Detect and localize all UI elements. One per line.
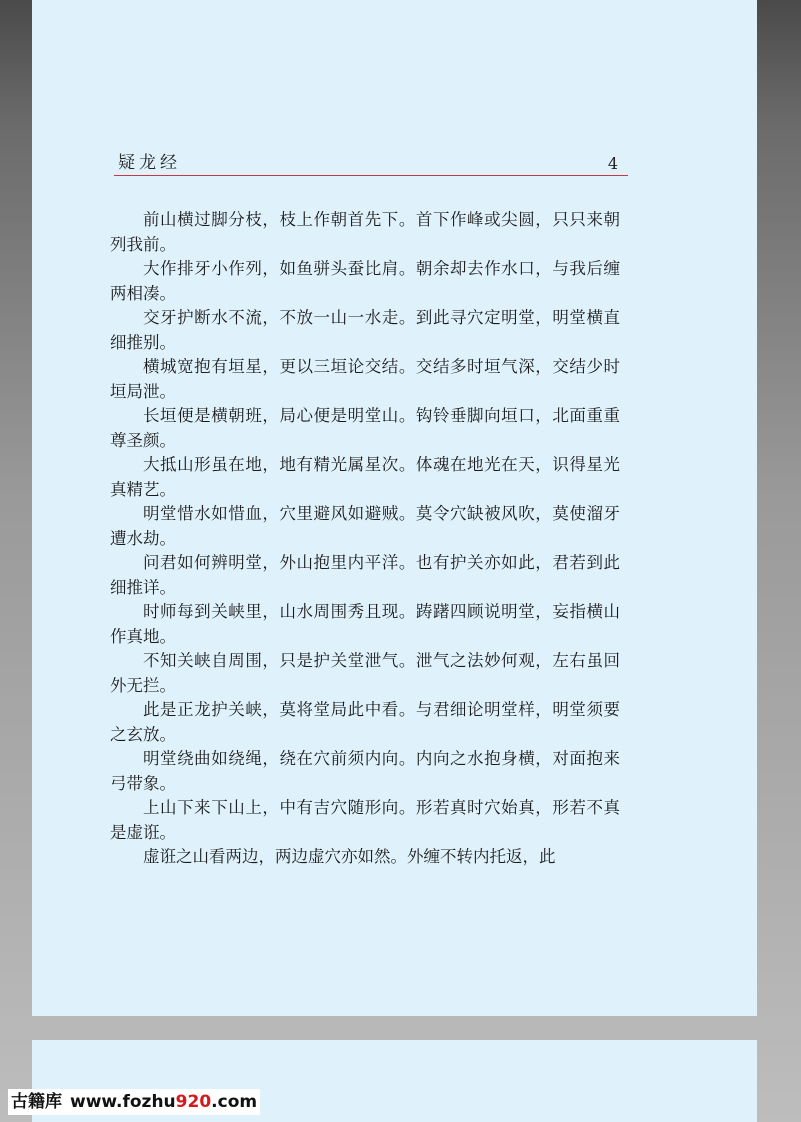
paragraph: 大抵山形虽在地，地有精光属星次。体魂在地光在天，识得星光真精艺。 (110, 455, 620, 499)
running-header (118, 154, 628, 176)
header-title: 疑龙经 (118, 153, 181, 173)
paragraph: 交牙护断水不流，不放一山一水走。到此寻穴定明堂，明堂横直细推别。 (110, 308, 620, 352)
paragraph: 不知关峡自周围，只是护关堂泄气。泄气之法妙何观，左右虽回外无拦。 (110, 651, 620, 695)
watermark-url-prefix: www.fozhu (70, 1092, 176, 1112)
site-watermark (8, 1089, 260, 1115)
watermark-site-name: 古籍库 (11, 1092, 62, 1112)
paragraph: 长垣便是横朝班，局心便是明堂山。钩铃垂脚向垣口，北面重重尊圣颜。 (110, 406, 620, 450)
paragraph: 上山下来下山上，中有吉穴随形向。形若真时穴始真，形若不真是虚诳。 (110, 798, 620, 842)
paragraph: 时师每到关峡里，山水周围秀且现。踌躇四顾说明堂，妄指横山作真地。 (110, 602, 620, 646)
watermark-url-suffix: .com (211, 1092, 258, 1112)
paragraph: 前山横过脚分枝，枝上作朝首先下。首下作峰或尖圆，只只来朝列我前。 (110, 210, 620, 254)
paragraph: 虚诳之山看两边，两边虚穴亦如然。外缠不转内托返，此 (143, 847, 556, 866)
paragraph: 明堂绕曲如绕绳，绕在穴前须内向。内向之水抱身横，对面抱来弓带象。 (110, 749, 620, 793)
page-body (110, 208, 620, 870)
header-rule (114, 175, 628, 176)
paragraph: 问君如何辨明堂，外山抱里内平洋。也有护关亦如此，君若到此细推详。 (110, 553, 620, 597)
watermark-url-highlight: 920 (175, 1092, 212, 1112)
page-number: 4 (607, 154, 618, 173)
paragraph: 此是正龙护关峡，莫将堂局此中看。与君细论明堂样，明堂须要之玄放。 (110, 700, 620, 744)
paragraph: 明堂惜水如惜血，穴里避风如避贼。莫令穴缺被风吹，莫使溜牙遭水劫。 (110, 504, 620, 548)
paragraph: 横城宽抱有垣星，更以三垣论交结。交结多时垣气深，交结少时垣局泄。 (110, 357, 620, 401)
paragraph: 大作排牙小作列，如鱼骈头蚕比肩。朝余却去作水口，与我后缠两相凑。 (110, 259, 620, 303)
